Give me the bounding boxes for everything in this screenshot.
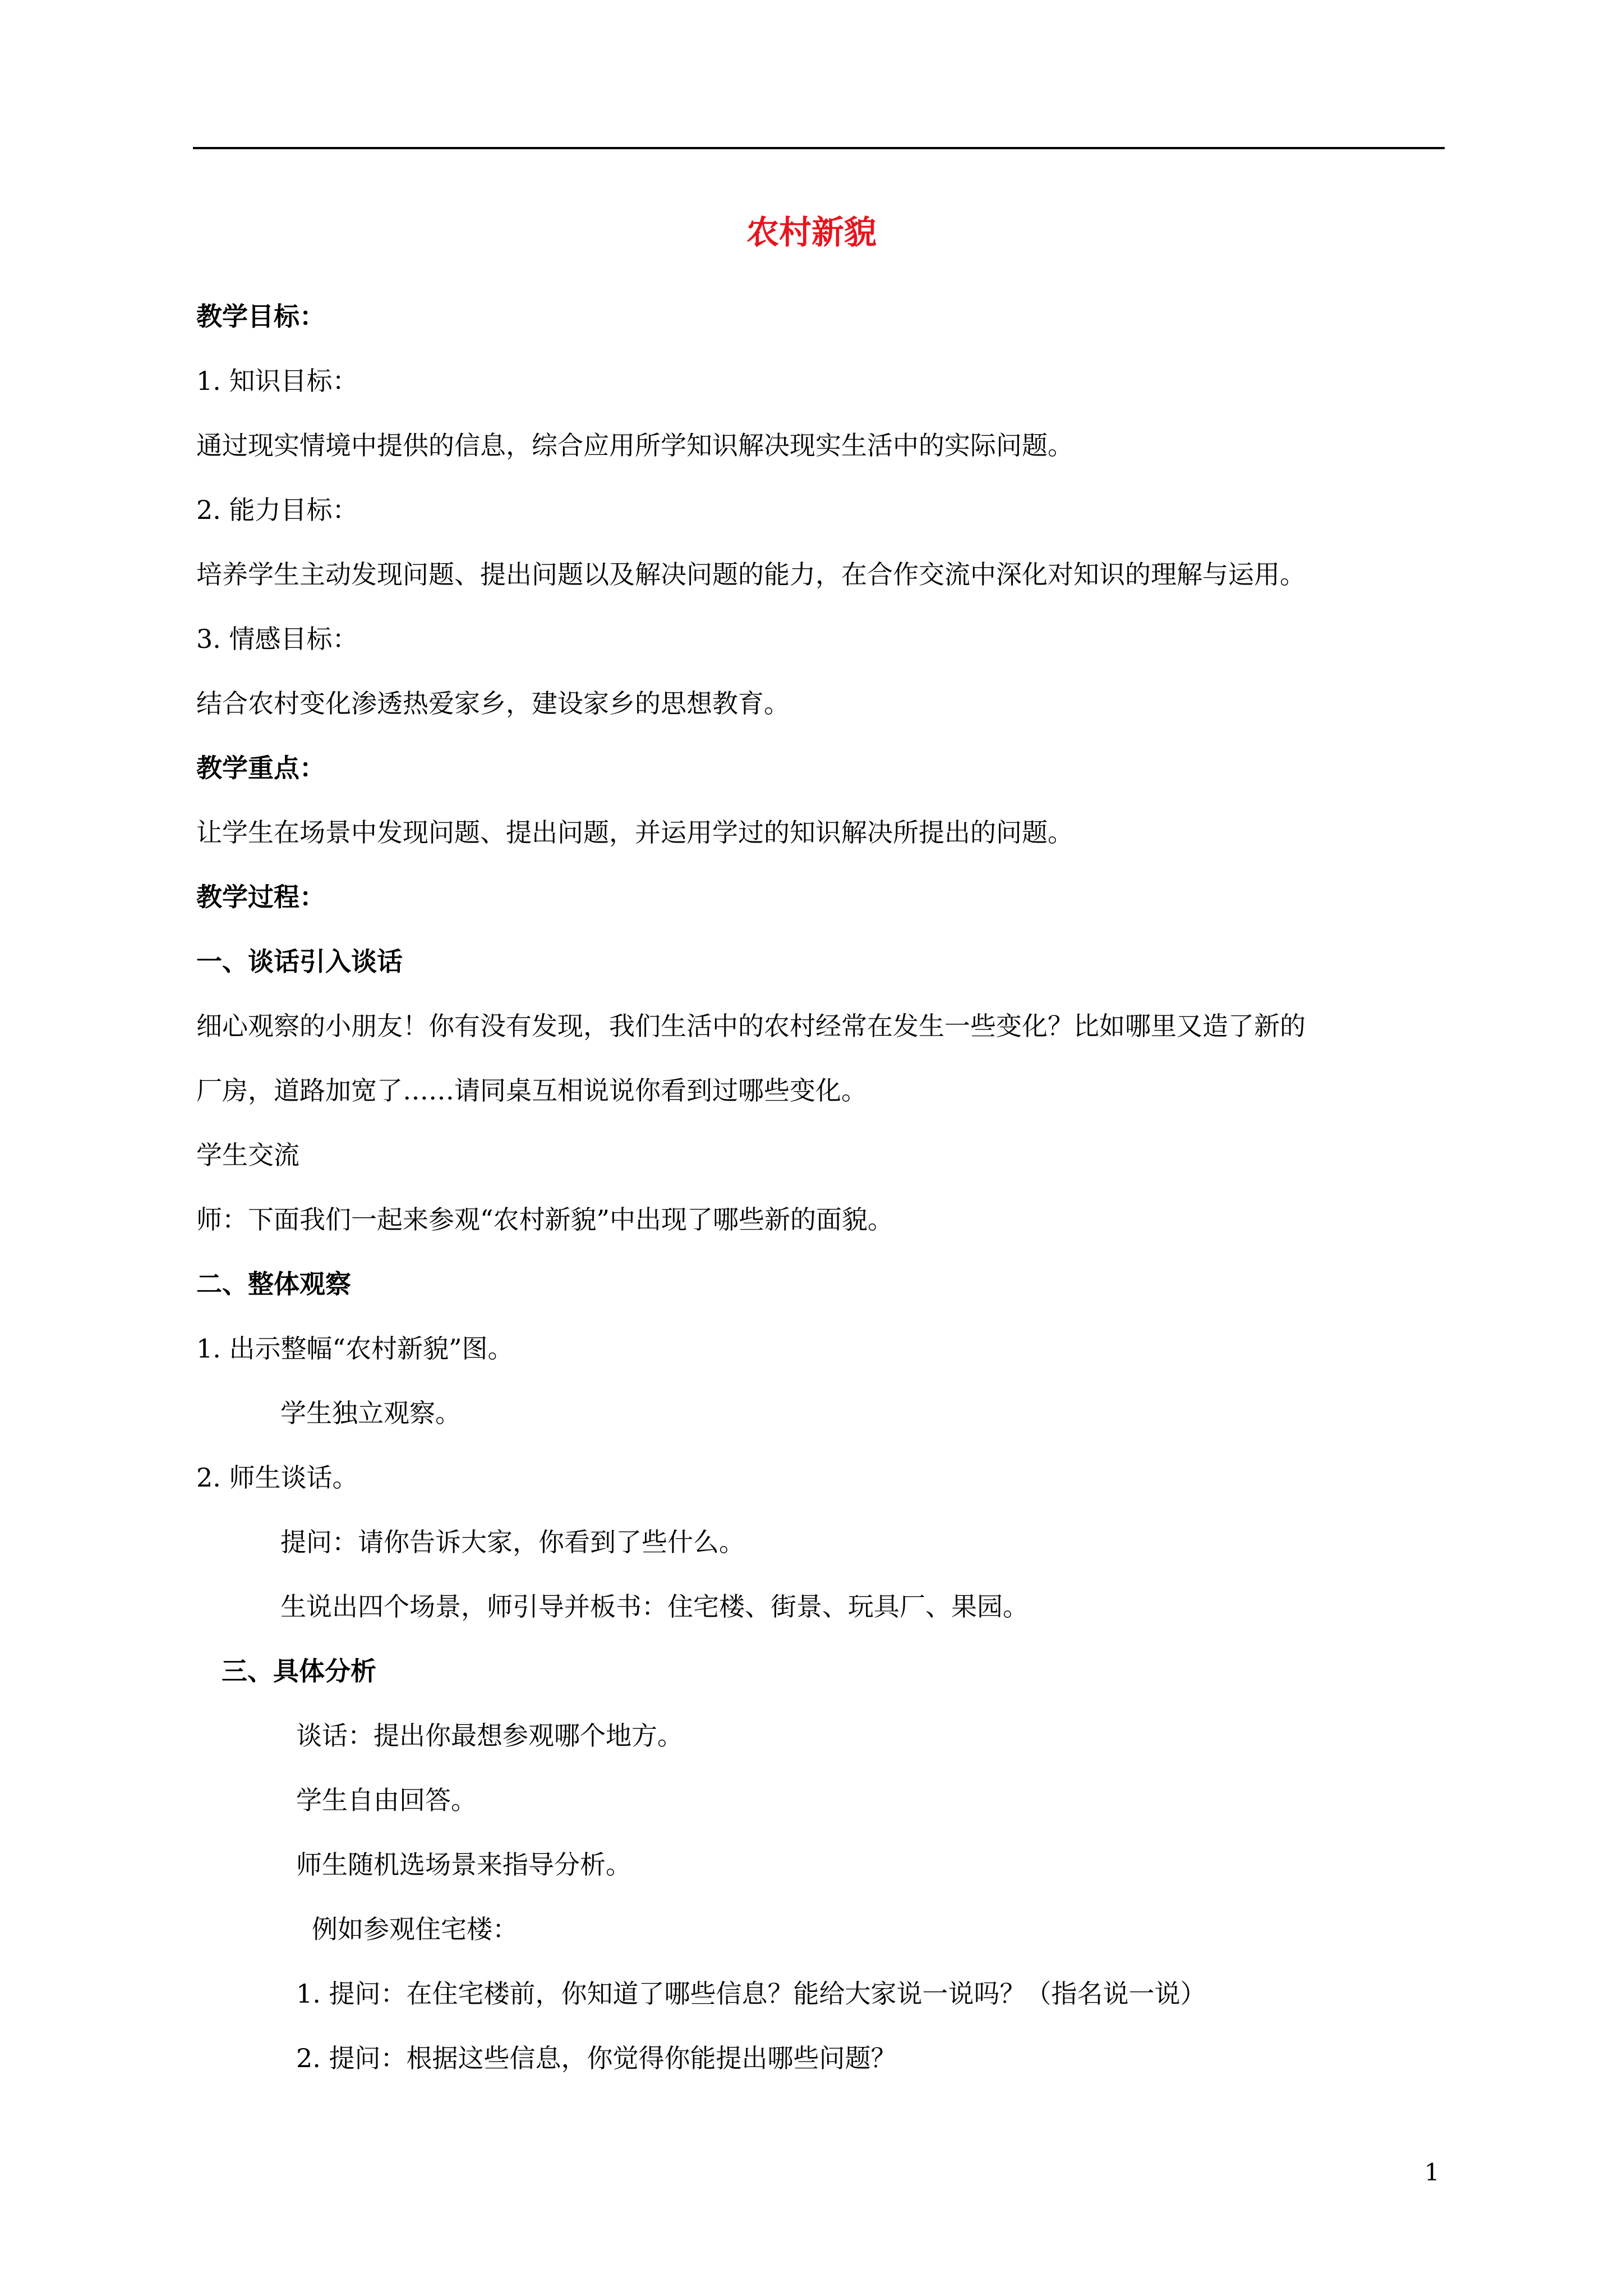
heading-key-points: 教学重点： — [196, 753, 325, 783]
header-rule — [193, 147, 1445, 149]
heading-process: 教学过程： — [196, 882, 325, 912]
step-2-talk: 2. 师生谈话。 — [196, 1462, 358, 1493]
step-2-question: 提问：请你告诉大家，你看到了些什么。 — [280, 1527, 745, 1557]
heading-objectives: 教学目标： — [196, 301, 325, 332]
teacher-intro: 师：下面我们一起来参观“农村新貌”中出现了哪些新的面貌。 — [196, 1204, 894, 1235]
section-3-example: 例如参观住宅楼： — [312, 1914, 518, 1944]
section-3-question-2: 2. 提问：根据这些信息，你觉得你能提出哪些问题？ — [296, 2043, 897, 2073]
section-1-text-line-1: 细心观察的小朋友！你有没有发现，我们生活中的农村经常在发生一些变化？比如哪里又造了新的 — [196, 1011, 1306, 1041]
section-3-talk: 谈话：提出你最想参观哪个地方。 — [296, 1720, 683, 1751]
section-2-heading: 二、整体观察 — [196, 1269, 351, 1299]
section-1-text-line-2: 厂房，道路加宽了……请同桌互相说说你看到过哪些变化。 — [196, 1075, 867, 1106]
objective-3-heading: 3. 情感目标： — [196, 624, 358, 654]
objective-2-text: 培养学生主动发现问题、提出问题以及解决问题的能力，在合作交流中深化对知识的理解与运用。 — [196, 559, 1306, 590]
objective-1-heading: 1. 知识目标： — [196, 366, 358, 396]
section-3-answer: 学生自由回答。 — [296, 1785, 477, 1815]
section-3-heading: 三、具体分析 — [222, 1656, 376, 1686]
objective-2-heading: 2. 能力目标： — [196, 495, 358, 525]
step-1-observe: 学生独立观察。 — [280, 1398, 461, 1428]
section-3-guide: 师生随机选场景来指导分析。 — [296, 1849, 631, 1880]
section-1-heading: 一、谈话引入谈话 — [196, 946, 403, 977]
objective-1-text: 通过现实情境中提供的信息，综合应用所学知识解决现实生活中的实际问题。 — [196, 430, 1073, 461]
step-1-show-picture: 1. 出示整幅“农村新貌”图。 — [196, 1333, 514, 1364]
section-3-question-1: 1. 提问：在住宅楼前，你知道了哪些信息？能给大家说一说吗？（指名说一说） — [296, 1978, 1206, 2009]
key-points-text: 让学生在场景中发现问题、提出问题，并运用学过的知识解决所提出的问题。 — [196, 817, 1073, 848]
step-2-scenes: 生说出四个场景，师引导并板书：住宅楼、街景、玩具厂、果园。 — [280, 1591, 1029, 1622]
objective-3-text: 结合农村变化渗透热爱家乡，建设家乡的思想教育。 — [196, 688, 790, 719]
page-number: 1 — [1424, 2159, 1440, 2186]
document-title: 农村新貌 — [746, 213, 877, 251]
student-exchange: 学生交流 — [196, 1140, 299, 1170]
